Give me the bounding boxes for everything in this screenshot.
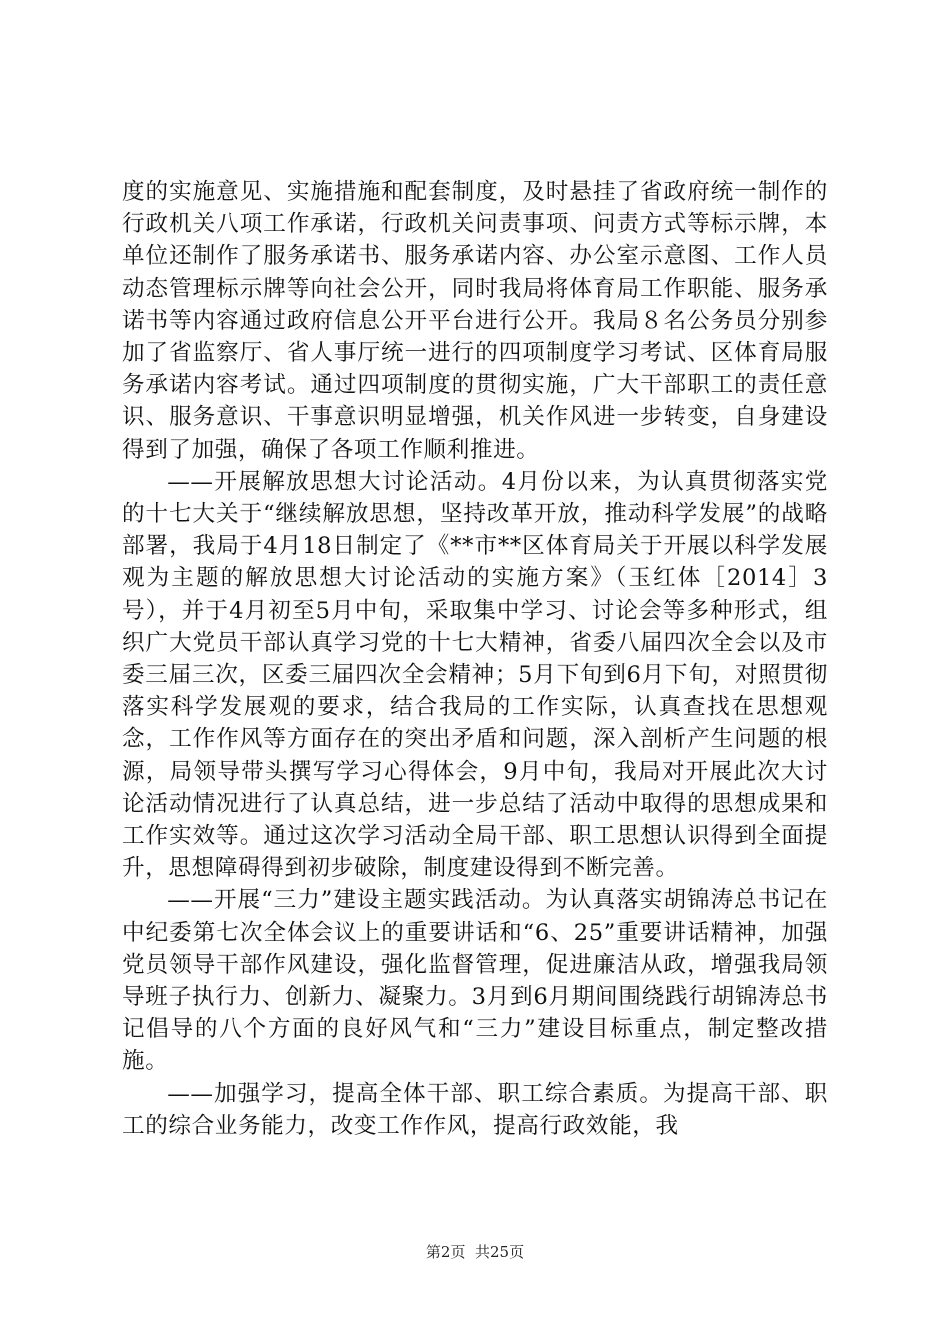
footer-spacer [465, 1243, 475, 1261]
paragraph-three-forces: ——开展“三力”建设主题实践活动。为认真落实胡锦涛总书记在中纪委第七次全体会议上的重要讲话和“6、25”重要讲话精神，加强党员领导干部作风建设，强化监督管理，促进廉洁从政，增强我局领导班子执行力、创新力、凝聚力。3月到6月期间围绕践行胡锦涛总书记倡导的八个方面的良好风气和“三力”建设目标重点，制定整改措施。 [122, 887, 828, 1075]
document-body [122, 176, 828, 1142]
paragraph-continuation: 度的实施意见、实施措施和配套制度，及时悬挂了省政府统一制作的行政机关八项工作承诺，行政机关问责事项、问责方式等标示牌，本单位还制作了服务承诺书、服务承诺内容、办公室示意图、工作人员动态管理标示牌等向社会公开，同时我局将体育局工作职能、服务承诺书等内容通过政府信息公开平台进行公开。我局８名公务员分别参加了省监察厅、省人事厅统一进行的四项制度学习考试、区体育局服务承诺内容考试。通过四项制度的贯彻实施，广大干部职工的责任意识、服务意识、干事意识明显增强，机关作风进一步转变，自身建设得到了加强，确保了各项工作顺利推进。 [122, 179, 828, 463]
page-number: 第2页 [425, 1243, 466, 1261]
paragraph-liberation-discussion: ——开展解放思想大讨论活动。4月份以来，为认真贯彻落实党的十七大关于“继续解放思想，坚持改革开放，推动科学发展”的战略部署，我局于4月18日制定了《**市**区体育局关于开展以科学发展观为主题的解放思想大讨论活动的实施方案》（玉红体［2014］3号），并于4月初至5月中旬，采取集中学习、讨论会等多种形式，组织广大党员干部认真学习党的十七大精神，省委八届四次全会以及市委三届三次，区委三届四次全会精神；5月下旬到6月下旬，对照贯彻落实科学发展观的要求，结合我局的工作实际，认真查找在思想观念，工作作风等方面存在的突出矛盾和问题，深入剖析产生问题的根源，局领导带头撰写学习心得体会，9月中旬，我局对开展此次大讨论活动情况进行了认真总结，进一步总结了活动中取得的思想成果和工作实效等。通过这次学习活动全局干部、职工思想认识得到全面提升，思想障碍得到初步破除，制度建设得到不断完善。 [122, 468, 828, 882]
page-total: 共25页 [475, 1243, 525, 1261]
paragraph-strengthen-study: ——加强学习，提高全体干部、职工综合素质。为提高干部、职工的综合业务能力，改变工作作风，提高行政效能，我 [122, 1080, 828, 1139]
page-footer [0, 1242, 950, 1262]
